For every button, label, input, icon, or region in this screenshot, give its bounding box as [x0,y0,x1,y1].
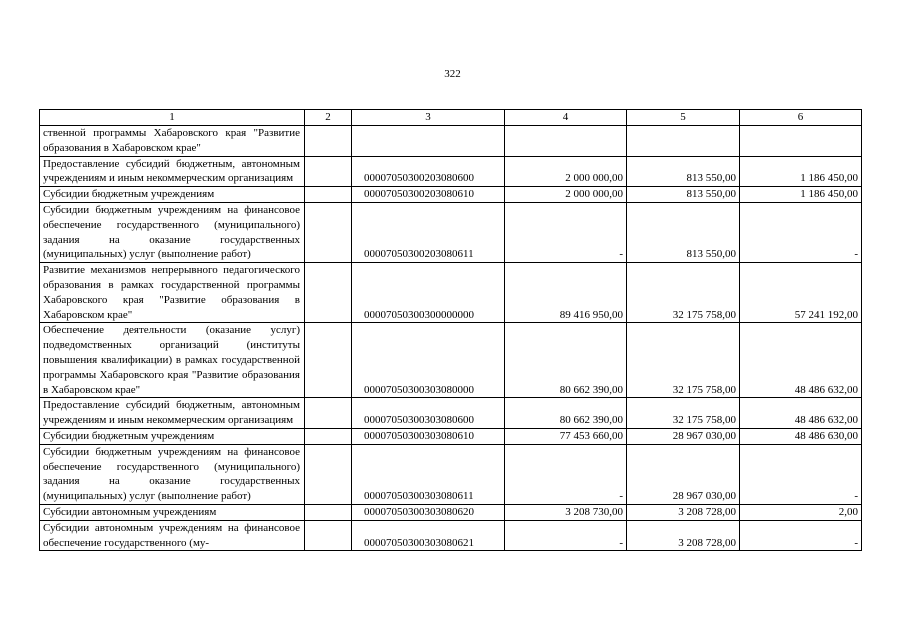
row-value-4: 2 000 000,00 [505,187,627,203]
row-value-5: 32 175 758,00 [627,263,740,323]
row-code: 00007050300203080610 [352,187,505,203]
col-header-2: 2 [305,110,352,126]
row-value-4: - [505,202,627,262]
table-row [40,202,862,262]
col-header-6: 6 [740,110,862,126]
row-col2 [305,398,352,429]
row-col2 [305,156,352,187]
row-value-4: 3 208 730,00 [505,504,627,520]
table-row [40,263,862,323]
row-col2 [305,323,352,398]
row-col2 [305,504,352,520]
row-value-6: - [740,444,862,504]
row-name: Субсидии бюджетным учреждениям [40,428,305,444]
row-value-5: 3 208 728,00 [627,520,740,551]
row-value-6: 1 186 450,00 [740,156,862,187]
col-header-4: 4 [505,110,627,126]
table-row [40,428,862,444]
row-value-6: - [740,520,862,551]
row-value-6: 48 486 632,00 [740,398,862,429]
row-value-5 [627,126,740,157]
row-col2 [305,444,352,504]
row-value-6: 57 241 192,00 [740,263,862,323]
row-name: Субсидии бюджетным учреждениям [40,187,305,203]
row-value-6: 2,00 [740,504,862,520]
table-row [40,156,862,187]
row-name: Развитие механизмов непрерывного педагогического образования в рамках государственной программы Хабаровского края "Развитие образования в Хабаровском крае" [40,263,305,323]
row-code: 00007050300303080600 [352,398,505,429]
row-name: Субсидии бюджетным учреждениям на финансовое обеспечение государственного (муниципального) задания на оказание государственных (муниципальных) услуг (выполнение работ) [40,444,305,504]
table-row [40,504,862,520]
row-value-4: 77 453 660,00 [505,428,627,444]
row-value-6: 1 186 450,00 [740,187,862,203]
col-header-5: 5 [627,110,740,126]
table-row [40,398,862,429]
row-col2 [305,126,352,157]
header-row [40,110,862,126]
col-header-1: 1 [40,110,305,126]
budget-table [39,109,862,551]
row-value-4: 89 416 950,00 [505,263,627,323]
row-code: 00007050300303080620 [352,504,505,520]
row-col2 [305,263,352,323]
row-value-4 [505,126,627,157]
row-code: 00007050300303080621 [352,520,505,551]
table-row [40,126,862,157]
row-code: 00007050300303080000 [352,323,505,398]
row-code: 00007050300303080610 [352,428,505,444]
table-row [40,323,862,398]
row-name: Предоставление субсидий бюджетным, автономным учреждениям и иным некоммерческим организациям [40,156,305,187]
row-name: Предоставление субсидий бюджетным, автономным учреждениям и иным некоммерческим организациям [40,398,305,429]
row-col2 [305,428,352,444]
col-header-3: 3 [352,110,505,126]
row-name: Обеспечение деятельности (оказание услуг) подведомственных организаций (институты повышения квалификации) в рамках государственной программы Хабаровского края "Развитие образования в Хабаровском крае" [40,323,305,398]
row-name: ственной программы Хабаровского края "Развитие образования в Хабаровском крае" [40,126,305,157]
table-row [40,444,862,504]
row-code: 00007050300203080611 [352,202,505,262]
row-value-6: - [740,202,862,262]
row-value-6: 48 486 630,00 [740,428,862,444]
row-value-4: 80 662 390,00 [505,323,627,398]
row-value-4: - [505,520,627,551]
row-col2 [305,187,352,203]
row-value-6: 48 486 632,00 [740,323,862,398]
row-name: Субсидии автономным учреждениям на финансовое обеспечение государственного (му- [40,520,305,551]
row-col2 [305,202,352,262]
row-name: Субсидии бюджетным учреждениям на финансовое обеспечение государственного (муниципального) задания на оказание государственных (муниципальных) услуг (выполнение работ) [40,202,305,262]
row-value-5: 32 175 758,00 [627,323,740,398]
row-value-5: 813 550,00 [627,187,740,203]
row-value-5: 32 175 758,00 [627,398,740,429]
row-code: 00007050300303080611 [352,444,505,504]
row-name: Субсидии автономным учреждениям [40,504,305,520]
table-row [40,187,862,203]
row-value-4: 80 662 390,00 [505,398,627,429]
row-value-5: 28 967 030,00 [627,428,740,444]
row-value-5: 813 550,00 [627,156,740,187]
row-value-5: 28 967 030,00 [627,444,740,504]
row-value-5: 3 208 728,00 [627,504,740,520]
row-value-4: 2 000 000,00 [505,156,627,187]
table-row [40,520,862,551]
row-value-5: 813 550,00 [627,202,740,262]
page-number: 322 [444,68,461,80]
row-code: 00007050300203080600 [352,156,505,187]
row-col2 [305,520,352,551]
row-code [352,126,505,157]
row-value-4: - [505,444,627,504]
row-code: 00007050300300000000 [352,263,505,323]
row-value-6 [740,126,862,157]
